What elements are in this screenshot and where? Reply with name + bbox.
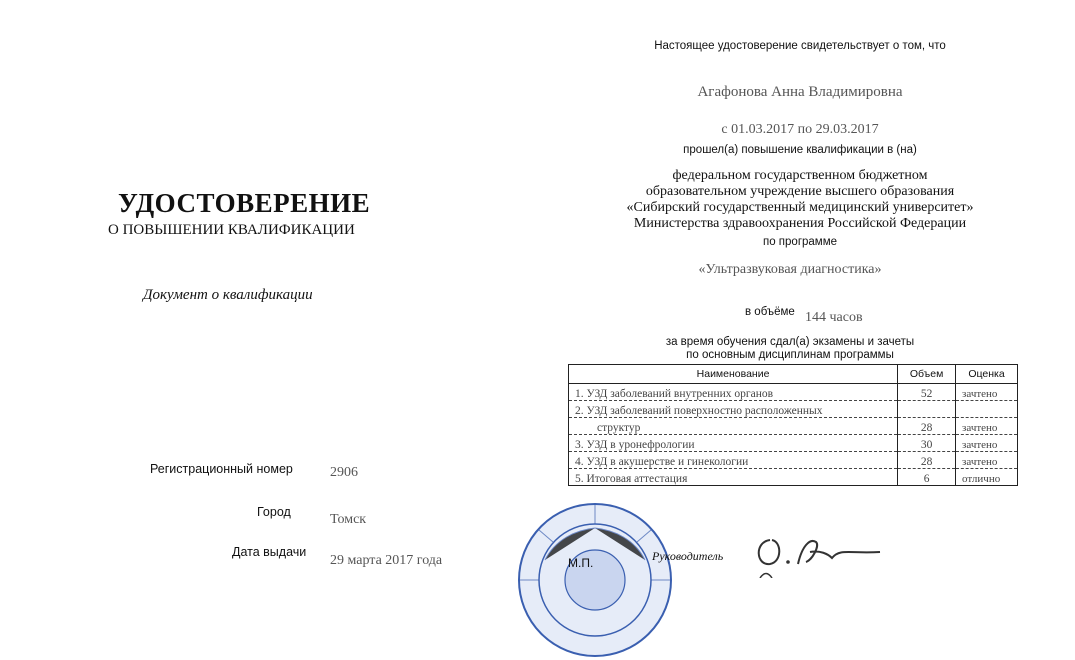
person-name: Агафонова Анна Владимировна <box>697 84 903 100</box>
certificate-title: УДОСТОВЕРЕНИЕ <box>118 188 371 218</box>
period-to-label: по <box>797 122 813 137</box>
table-row <box>569 384 1018 401</box>
subject-grade: отлично <box>956 469 1018 486</box>
registration-number-value: 2906 <box>330 465 358 480</box>
subject-grade: зачтено <box>956 418 1018 435</box>
institution-line: образовательном учреждение высшего образования <box>645 184 955 199</box>
subject-name: 4. УЗД в акушерстве и гинекологии <box>569 452 898 469</box>
volume-value: 144 часов <box>805 310 863 325</box>
stamp-place-label: М.П. <box>568 556 594 570</box>
subject-grade <box>956 401 1018 418</box>
issue-date-label: Дата выдачи <box>232 545 307 559</box>
subject-name: 2. УЗД заболеваний поверхностно расположенных <box>569 401 898 418</box>
subject-volume: 28 <box>898 452 956 469</box>
table-row <box>569 452 1018 469</box>
table-row <box>569 418 1018 435</box>
period-from-label: с <box>721 122 728 137</box>
subjects-table <box>568 364 1018 486</box>
city-label: Город <box>257 505 291 519</box>
city-value: Томск <box>330 512 367 527</box>
certificate-subtitle: О ПОВЫШЕНИИ КВАЛИФИКАЦИИ <box>108 222 355 238</box>
subject-volume: 52 <box>898 384 956 401</box>
subject-name: 1. УЗД заболеваний внутренних органов <box>569 384 898 401</box>
table-row <box>569 435 1018 452</box>
institution-name <box>600 168 1000 232</box>
subject-grade: зачтено <box>956 384 1018 401</box>
period-to: 29.03.2017 <box>815 122 879 137</box>
institution-line: Министерства здравоохранения Российской Федерации <box>633 216 967 231</box>
official-seal-icon <box>515 500 675 660</box>
institution-line: «Сибирский государственный медицинский университет» <box>626 200 974 215</box>
exam-text-line1: за время обучения сдал(а) экзамены и зачеты <box>665 336 915 348</box>
subject-volume: 30 <box>898 435 956 452</box>
program-name: «Ультразвуковая диагностика» <box>698 262 882 277</box>
table-row <box>569 401 1018 418</box>
document-type: Документ о квалификации <box>143 287 313 303</box>
study-period <box>650 122 950 138</box>
institution-line: федеральном государственном бюджетном <box>672 168 928 183</box>
registration-number-label: Регистрационный номер <box>150 462 293 476</box>
subject-name: структур <box>569 418 898 435</box>
exam-text-line2: по основным дисциплинам программы <box>686 349 894 361</box>
period-from: 01.03.2017 <box>731 122 795 137</box>
subject-name: 5. Итоговая аттестация <box>569 469 898 486</box>
signature-icon <box>750 528 890 578</box>
certify-text: Настоящее удостоверение свидетельствует о том, что <box>654 40 946 52</box>
program-label: по программе <box>762 236 838 248</box>
subject-grade: зачтено <box>956 452 1018 469</box>
subject-grade: зачтено <box>956 435 1018 452</box>
header-volume: Объем <box>898 365 956 384</box>
volume-label: в объёме <box>745 306 795 318</box>
completed-text: прошел(а) повышение квалификации в (на) <box>683 144 917 156</box>
subject-name: 3. УЗД в уронефрологии <box>569 435 898 452</box>
head-signature-label: Руководитель <box>652 549 724 563</box>
header-grade: Оценка <box>956 365 1018 384</box>
table-row <box>569 469 1018 486</box>
table-header-row <box>569 365 1018 384</box>
subject-volume: 6 <box>898 469 956 486</box>
subject-volume <box>898 401 956 418</box>
issue-date-value: 29 марта 2017 года <box>330 553 443 568</box>
header-name: Наименование <box>569 365 898 384</box>
subject-volume: 28 <box>898 418 956 435</box>
